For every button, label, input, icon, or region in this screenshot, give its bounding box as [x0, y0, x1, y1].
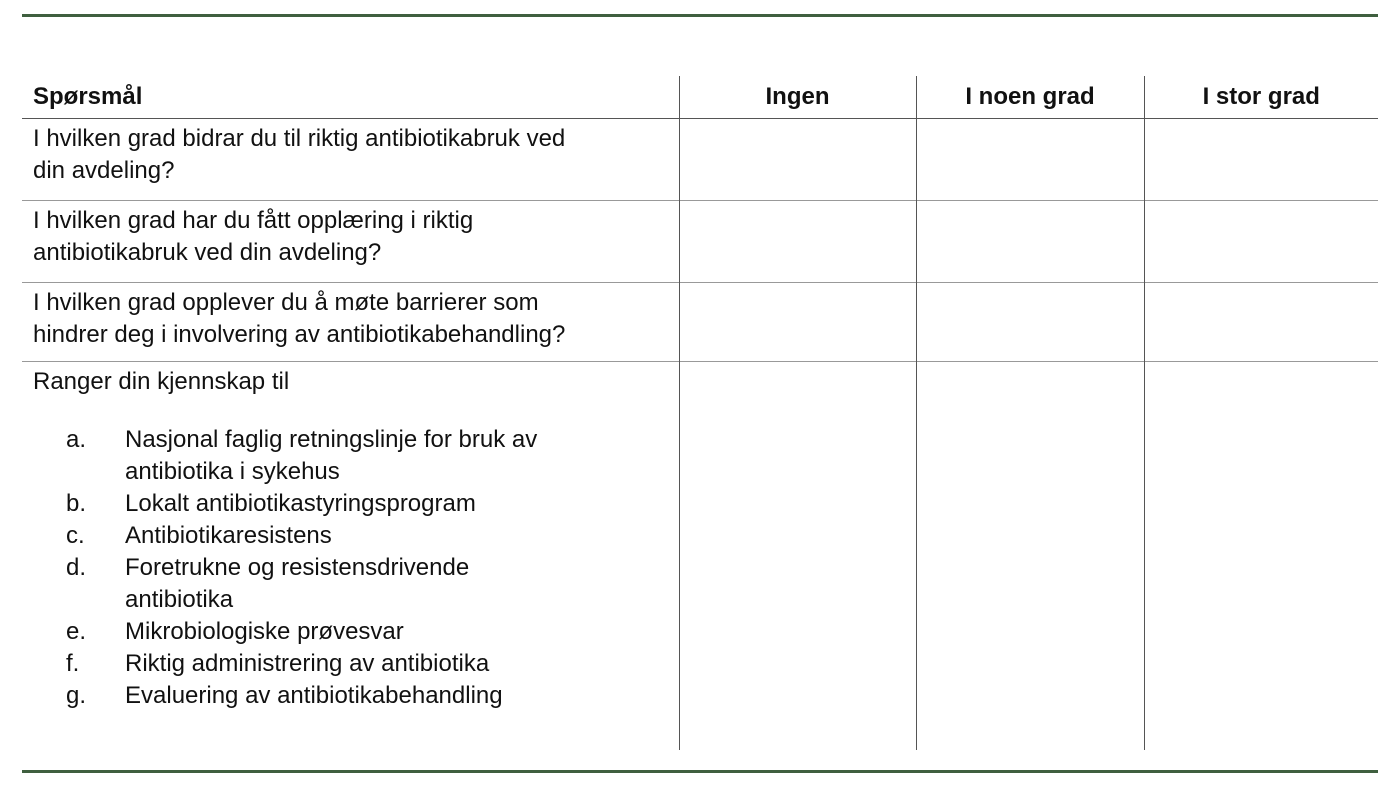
header-none: Ingen	[679, 76, 916, 119]
list-item	[33, 488, 668, 520]
item-letter: d.	[66, 554, 87, 581]
table-row	[22, 283, 1378, 362]
answer-cell-none[interactable]	[679, 283, 916, 362]
item-letter: g.	[66, 682, 87, 709]
answer-cell-great[interactable]	[1144, 362, 1378, 751]
header-great: I stor grad	[1144, 76, 1378, 119]
question-cell	[22, 362, 679, 751]
item-letter: b.	[66, 490, 87, 517]
item-text: Lokalt antibiotikastyringsprogram	[125, 490, 476, 517]
answer-cell-some[interactable]	[916, 119, 1144, 201]
bottom-rule	[22, 770, 1378, 773]
item-letter: a.	[66, 426, 87, 453]
item-text: Riktig administrering av antibiotika	[125, 650, 490, 677]
item-text: Antibiotikaresistens	[125, 522, 332, 549]
list-item	[33, 680, 668, 712]
table-row	[22, 362, 1378, 751]
list-item	[33, 424, 668, 488]
survey-table	[22, 76, 1378, 750]
knowledge-list	[33, 424, 668, 712]
answer-cell-great[interactable]	[1144, 283, 1378, 362]
answer-cell-none[interactable]	[679, 201, 916, 283]
answer-cell-some[interactable]	[916, 283, 1144, 362]
item-letter: c.	[66, 522, 85, 549]
item-letter: f.	[66, 650, 80, 677]
question-cell	[22, 201, 679, 283]
table-row	[22, 119, 1378, 201]
list-item	[33, 616, 668, 648]
question-text: I hvilken grad har du fått opplæring i riktig antibiotikabruk ved din avdeling?	[33, 207, 474, 266]
header-row	[22, 76, 1378, 119]
answer-cell-some[interactable]	[916, 201, 1144, 283]
answer-cell-none[interactable]	[679, 119, 916, 201]
item-text: Mikrobiologiske prøvesvar	[125, 618, 404, 645]
header-some: I noen grad	[916, 76, 1144, 119]
item-letter: e.	[66, 618, 87, 645]
answer-cell-great[interactable]	[1144, 201, 1378, 283]
question-cell	[22, 283, 679, 362]
item-text: Nasjonal faglig retningslinje for bruk av antibiotika i sykehus	[125, 426, 538, 485]
question-cell	[22, 119, 679, 201]
answer-cell-some[interactable]	[916, 362, 1144, 751]
list-item	[33, 648, 668, 680]
rank-intro: Ranger din kjennskap til	[33, 368, 290, 395]
question-text: I hvilken grad bidrar du til riktig antibiotikabruk ved din avdeling?	[33, 125, 566, 184]
answer-cell-great[interactable]	[1144, 119, 1378, 201]
top-rule	[22, 14, 1378, 17]
table-row	[22, 201, 1378, 283]
question-text: I hvilken grad opplever du å møte barrierer som hindrer deg i involvering av antibiotikabehandling?	[33, 289, 566, 348]
item-text: Evaluering av antibiotikabehandling	[125, 682, 503, 709]
item-text: Foretrukne og resistensdrivende antibiotika	[125, 554, 470, 613]
list-item	[33, 552, 668, 616]
answer-cell-none[interactable]	[679, 362, 916, 751]
list-item	[33, 520, 668, 552]
header-question: Spørsmål	[33, 83, 143, 110]
